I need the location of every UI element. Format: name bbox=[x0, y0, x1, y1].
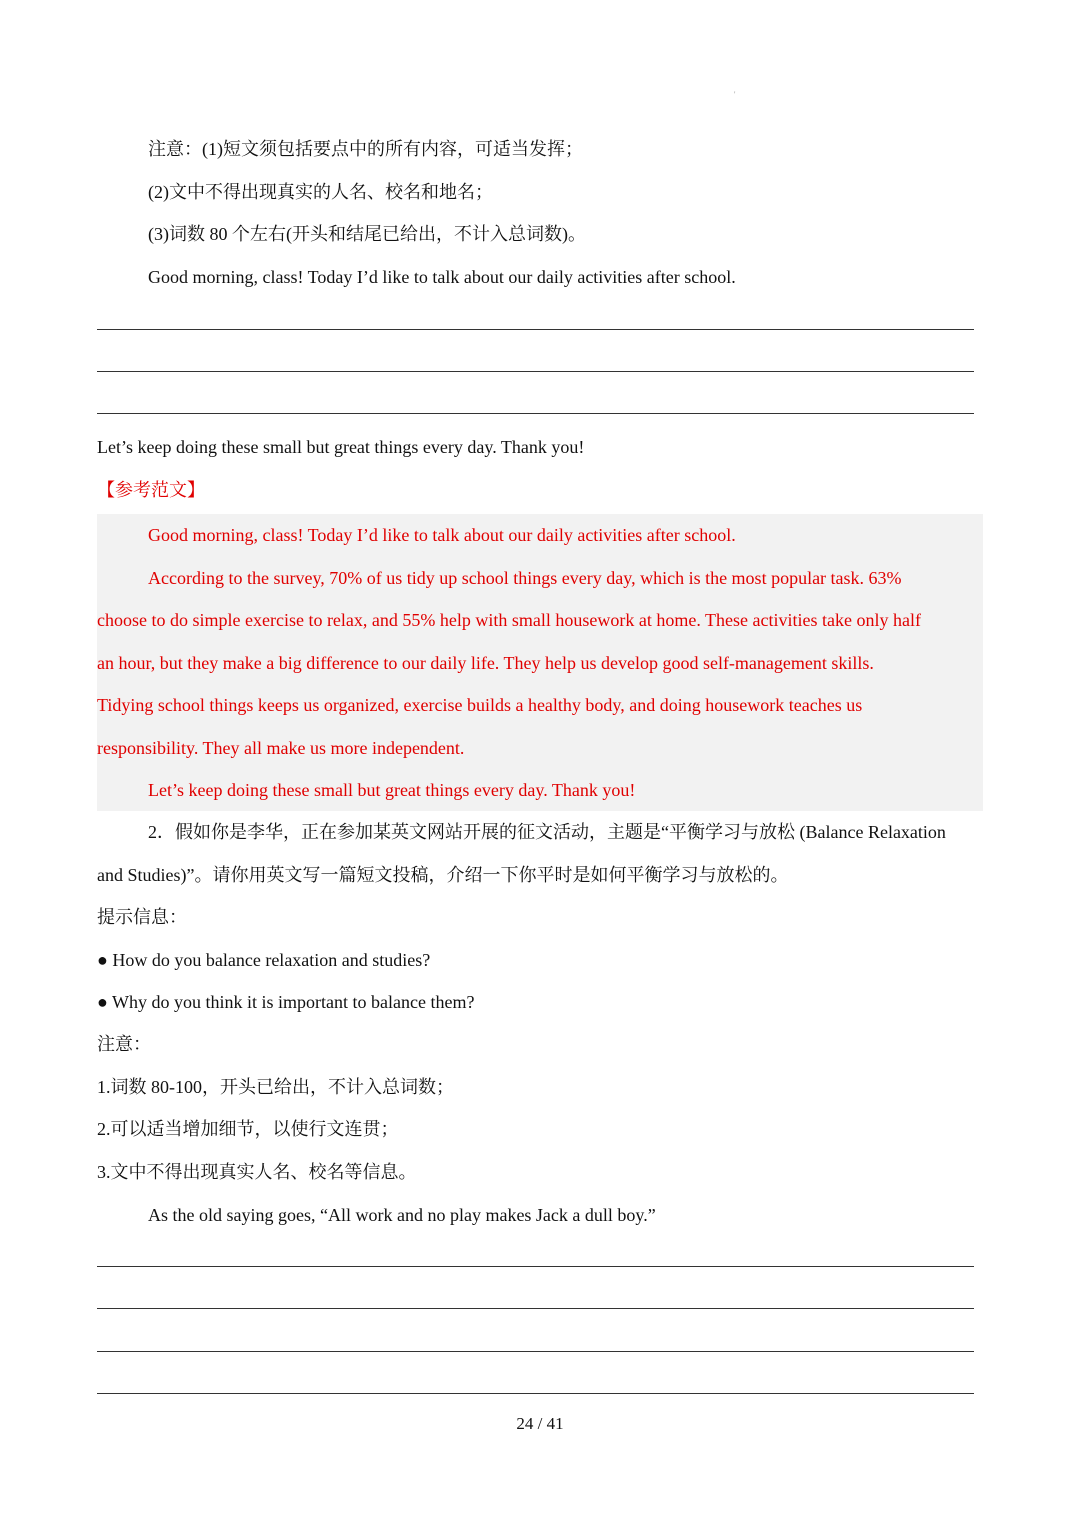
model-essay-paragraph: Let’s keep doing these small but great things every day. Thank you! bbox=[148, 780, 636, 800]
writing-line bbox=[97, 1308, 974, 1309]
model-essay-line: According to the survey, 70% of us tidy up school things every day, which is the most popular task. 63% bbox=[148, 568, 902, 588]
q1-note-2: (2)文中不得出现真实的人名、校名和地名； bbox=[148, 182, 493, 202]
q1-note-1: 注意：(1)短文须包括要点中的所有内容，可适当发挥； bbox=[148, 139, 583, 159]
writing-line bbox=[97, 1266, 974, 1267]
model-essay-line: an hour, but they make a big difference to our daily life. They help us develop good self-management skills. bbox=[97, 653, 874, 673]
model-essay-line: choose to do simple exercise to relax, and 55% help with small housework at home. These activities take only half bbox=[97, 610, 921, 630]
q2-hint-item: ● Why do you think it is important to balance them? bbox=[97, 992, 475, 1012]
q2-opening: As the old saying goes, “All work and no play makes Jack a dull boy.” bbox=[148, 1205, 656, 1225]
writing-line bbox=[97, 329, 974, 330]
q2-note-title: 注意： bbox=[97, 1034, 151, 1054]
q1-note-3: (3)词数 80 个左右(开头和结尾已给出，不计入总词数)。 bbox=[148, 224, 586, 244]
q2-hint-title: 提示信息： bbox=[97, 907, 187, 927]
writing-line bbox=[97, 371, 974, 372]
page-number: 24 / 41 bbox=[516, 1414, 564, 1433]
q2-prompt-line: and Studies)”。请你用英文写一篇短文投稿，介绍一下你平时是如何平衡学习与放松的。 bbox=[97, 865, 789, 885]
q2-note-item: 2.可以适当增加细节，以使行文连贯； bbox=[97, 1119, 399, 1139]
q2-note-item: 1.词数 80-100，开头已给出，不计入总词数； bbox=[97, 1077, 454, 1097]
writing-line bbox=[97, 413, 974, 414]
model-essay-line: responsibility. They all make us more independent. bbox=[97, 738, 465, 758]
q1-opening: Good morning, class! Today I’d like to talk about our daily activities after school. bbox=[148, 267, 736, 287]
scan-mark: ' bbox=[734, 90, 736, 99]
q2-hint-item: ● How do you balance relaxation and studies? bbox=[97, 950, 431, 970]
model-essay-paragraph: Good morning, class! Today I’d like to talk about our daily activities after school. bbox=[148, 525, 736, 545]
q2-prompt-line: 2．假如你是李华，正在参加某英文网站开展的征文活动，主题是“平衡学习与放松 (Balance Relaxation bbox=[148, 822, 946, 842]
writing-line bbox=[97, 1393, 974, 1394]
model-essay-line: Tidying school things keeps us organized, exercise builds a healthy body, and doing housework teaches us bbox=[97, 695, 863, 715]
writing-line bbox=[97, 1351, 974, 1352]
q2-note-item: 3.文中不得出现真实人名、校名等信息。 bbox=[97, 1162, 417, 1182]
model-essay-heading: 【参考范文】 bbox=[97, 480, 205, 500]
q1-closing: Let’s keep doing these small but great things every day. Thank you! bbox=[97, 437, 585, 457]
